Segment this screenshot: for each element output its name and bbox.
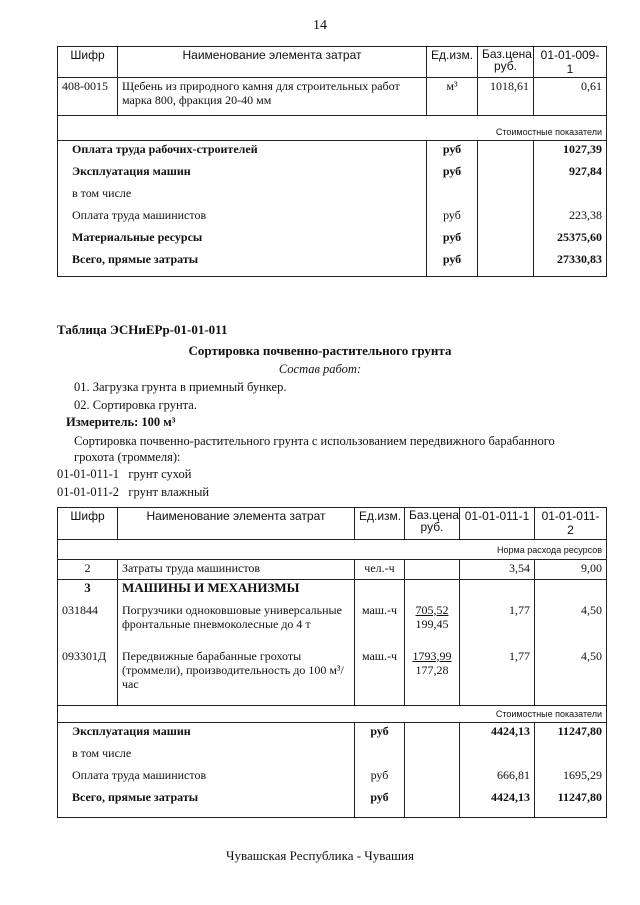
summary-unit: руб [427,229,478,251]
header-unit: Ед.изм. [355,508,405,540]
description: Сортировка почвенно-растительного грунта с использованием передвижного барабанного грохота (троммеля): [74,434,555,464]
summary-label: Всего, прямые затраты [58,251,427,277]
machine-row [58,602,607,648]
header-col: 01-01-009-1 [534,47,607,78]
summary-unit: руб [427,251,478,277]
header-code: Шифр [58,47,118,78]
item-name: Щебень из природного камня для строительных работ марка 800, фракция 20-40 мм [118,78,427,116]
summary-row [58,185,607,207]
item-price: 1018,61 [478,78,534,116]
summary-value-2: 11247,80 [535,789,607,817]
measure-unit: Измеритель: 100 м³ [66,415,176,429]
summary-unit [427,185,478,207]
summary-label: Материальные ресурсы [58,229,427,251]
section-heading: Сортировка почвенно-растительного грунта [188,343,452,358]
summary-label: в том числе [58,745,355,767]
header-col2: 01-01-011-2 [535,508,607,540]
summary-unit: руб [355,723,405,746]
header-unit: Ед.изм. [427,47,478,78]
empty-cell [405,789,460,817]
empty-cell [478,229,534,251]
summary-value-1 [460,745,535,767]
summary-label: Оплата труда рабочих-строителей [58,140,427,163]
row-value-2: 9,00 [535,560,607,580]
table-row [58,78,607,116]
empty-cell [405,767,460,789]
header-name: Наименование элемента затрат [118,47,427,78]
work-item: 01. Загрузка грунта в приемный бункер. [74,380,287,394]
empty-cell [478,185,534,207]
summary-value-2: 11247,80 [535,723,607,746]
machine-unit: маш.-ч [355,648,405,692]
summary-label: в том числе [58,185,427,207]
table-title: Таблица ЭСНиЕРр-01-01-011 [57,322,228,337]
machine-name: Погрузчики одноковшовые универсальные фронтальные пневмоколесные до 4 т [118,602,355,648]
empty-cell [405,723,460,746]
header-base-price: Баз.цена руб. [478,47,534,78]
row-code: 2 [58,560,118,580]
row-value-1: 3,54 [460,560,535,580]
summary-value: 927,84 [534,163,607,185]
summary-value-1: 4424,13 [460,789,535,817]
machine-unit: маш.-ч [355,602,405,648]
empty-cell [478,207,534,229]
summary-row [58,229,607,251]
item-unit: м³ [427,78,478,116]
summary-row [58,140,607,163]
price-salary: 199,45 [415,616,449,631]
summary-value: 223,38 [534,207,607,229]
machine-value-2: 4,50 [535,602,607,648]
variant-2: 01-01-011-2 грунт влажный [57,485,210,499]
cost-table-01-01-011 [57,507,607,818]
variant-1: 01-01-011-1 грунт сухой [57,467,192,481]
row-unit: чел.-ч [355,560,405,580]
price-salary: 177,28 [415,662,449,677]
machines-heading: МАШИНЫ И МЕХАНИЗМЫ [118,580,355,602]
machine-name: Передвижные барабанные грохоты (троммели), производительность до 100 м³/час [118,648,355,692]
page-number: 14 [313,18,327,33]
summary-label: Эксплуатация машин [58,723,355,746]
machine-value-2: 4,50 [535,648,607,692]
empty-cell [478,251,534,277]
empty-cell [478,163,534,185]
item-value: 0,61 [534,78,607,116]
machine-row [58,648,607,692]
summary-unit: руб [427,163,478,185]
machine-code: 031844 [58,602,118,648]
machines-code: 3 [58,580,118,602]
page-footer: Чувашская Республика - Чувашия [226,848,414,863]
summary-unit: руб [427,207,478,229]
empty-cell [405,745,460,767]
summary-value-2 [535,745,607,767]
price-total: 705,52 [415,602,449,617]
machine-price [405,602,460,648]
summary-unit: руб [427,140,478,163]
summary-unit: руб [355,767,405,789]
table-row [58,560,607,580]
machine-price [405,648,460,692]
work-item: 02. Сортировка грунта. [74,398,197,412]
summary-value: 25375,60 [534,229,607,251]
section-label: Стоимостные показатели [58,124,607,141]
header-name: Наименование элемента затрат [118,508,355,540]
price-total: 1793,99 [412,648,452,663]
item-code: 408-0015 [58,78,118,116]
summary-label: Эксплуатация машин [58,163,427,185]
summary-value-2: 1695,29 [535,767,607,789]
row-name: Затраты труда машинистов [118,560,355,580]
machine-value-1: 1,77 [460,602,535,648]
empty-cell [478,140,534,163]
summary-unit [355,745,405,767]
summary-value: 1027,39 [534,140,607,163]
summary-value [534,185,607,207]
cost-table-01-01-009 [57,46,607,277]
summary-row [58,723,607,746]
summary-unit: руб [355,789,405,817]
summary-label: Всего, прямые затраты [58,789,355,817]
summary-value: 27330,83 [534,251,607,277]
works-title: Состав работ: [278,362,362,376]
header-code: Шифр [58,508,118,540]
summary-value-1: 4424,13 [460,723,535,746]
machine-value-1: 1,77 [460,648,535,692]
summary-row [58,251,607,277]
summary-row [58,767,607,789]
header-base-price: Баз.цена руб. [405,508,460,540]
summary-row [58,789,607,817]
summary-value-1: 666,81 [460,767,535,789]
summary-row [58,207,607,229]
summary-label: Оплата труда машинистов [58,207,427,229]
machine-code: 093301Д [58,648,118,692]
summary-label: Оплата труда машинистов [58,767,355,789]
section-label: Стоимостные показатели [58,706,607,723]
summary-row [58,745,607,767]
summary-row [58,163,607,185]
norm-label: Норма расхода ресурсов [58,540,607,560]
header-col1: 01-01-011-1 [460,508,535,540]
